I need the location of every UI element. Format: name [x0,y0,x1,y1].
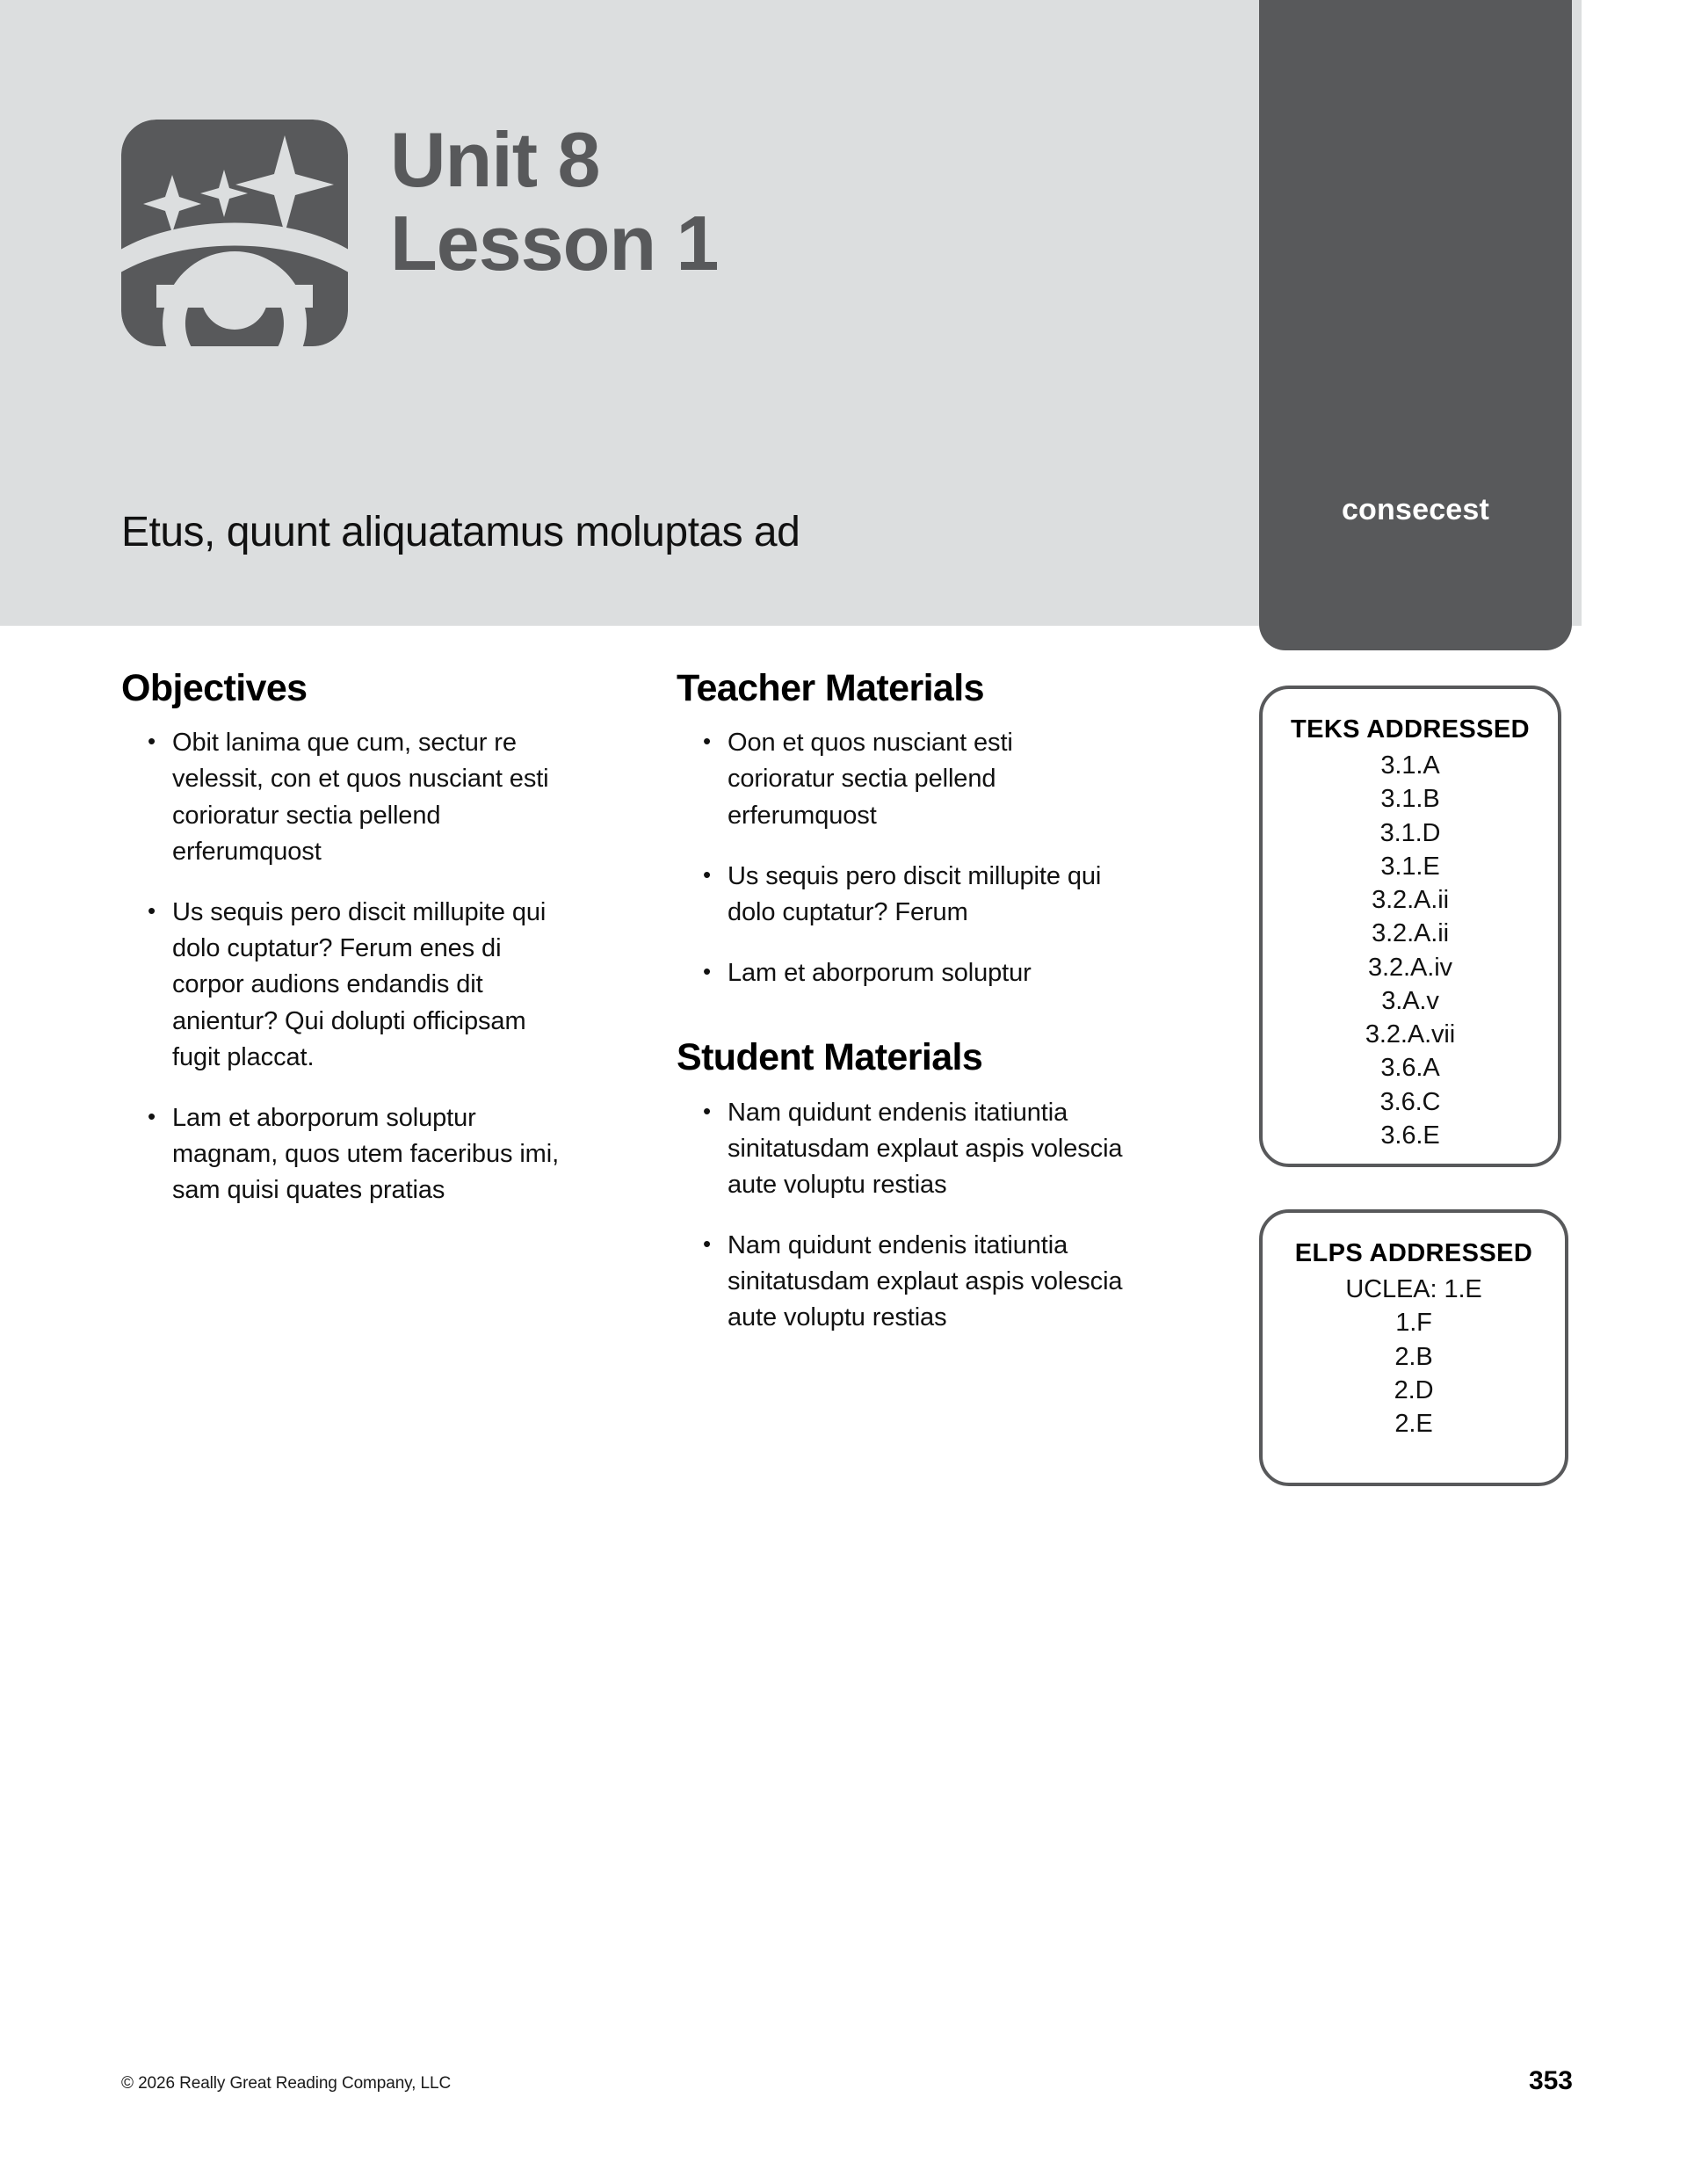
lesson-number: Lesson 1 [390,200,719,287]
teks-item: 3.6.C [1379,1087,1441,1116]
teks-item: 3.2.A.iv [1368,953,1452,982]
list-item: • Lam et aborporum soluptur [677,955,1125,991]
side-tab-label: consecest [1341,493,1490,526]
elps-item: 2.E [1394,1410,1433,1439]
objectives-column [121,668,561,1208]
teks-item: 3.1.E [1380,852,1440,881]
teks-list [1263,749,1558,1152]
elps-item: 2.B [1394,1342,1433,1371]
list-item: • Nam quidunt endenis itatiuntia sinitatusdam explaut aspis volescia aute voluptu restias [677,1228,1125,1337]
teks-item: 3.6.E [1380,1121,1440,1150]
list-item: • Nam quidunt endenis itatiuntia sinitatusdam explaut aspis volescia aute voluptu restias [677,1095,1125,1204]
page-title [390,118,718,285]
starry-horizon-badge-icon [121,120,348,346]
student-materials-heading: Student Materials [677,1036,983,1079]
elps-item: 1.F [1395,1309,1432,1338]
objectives-list [121,725,561,1208]
list-item: • Lam et aborporum soluptur magnam, quos utem faceribus imi, sam quisi quates pratias [121,1100,561,1209]
lesson-side-tab [1259,0,1572,650]
list-item: • Obit lanima que cum, sectur re velessit, con et quos nusciant esti corioratur sectia pellend erferumquost [121,725,561,870]
elps-list [1263,1273,1565,1440]
teks-item: 3.6.A [1380,1054,1440,1083]
teks-item: 3.1.B [1380,785,1440,814]
teks-item: 3.2.A.ii [1372,919,1449,948]
elps-box-title: ELPS ADDRESSED [1294,1239,1533,1267]
teacher-materials-heading: Teacher Materials [677,667,984,709]
teks-item: 3.1.A [1380,751,1440,780]
objectives-heading: Objectives [121,667,308,709]
teks-item: 3.2.A.vii [1365,1020,1456,1049]
teacher-materials-list [677,725,1125,991]
lesson-subtitle: Etus, quunt aliquatamus moluptas ad [121,509,800,555]
teks-box-title: TEKS ADDRESSED [1290,715,1530,744]
elps-item: 2.D [1394,1375,1434,1404]
list-item: • Us sequis pero discit millupite qui dolo cuptatur? Ferum [677,859,1125,931]
copyright-notice: © 2026 Really Great Reading Company, LLC [121,2074,452,2093]
list-item: • Oon et quos nusciant esti corioratur sectia pellend erferumquost [677,725,1125,834]
teks-addressed-box [1259,686,1561,1167]
page-number: 353 [1528,2066,1573,2095]
elps-item: UCLEA: 1.E [1345,1275,1482,1303]
student-materials-list [677,1095,1125,1337]
teks-item: 3.2.A.ii [1372,886,1449,915]
materials-column [677,668,1125,1337]
unit-number: Unit 8 [390,116,600,203]
elps-addressed-box [1259,1209,1568,1486]
teks-item: 3.A.v [1381,986,1439,1015]
teks-item: 3.1.D [1379,818,1441,847]
list-item: • Us sequis pero discit millupite qui dolo cuptatur? Ferum enes di corpor audions endandis dit anientur? Qui dolupti officipsam fugit placcat. [121,895,561,1076]
